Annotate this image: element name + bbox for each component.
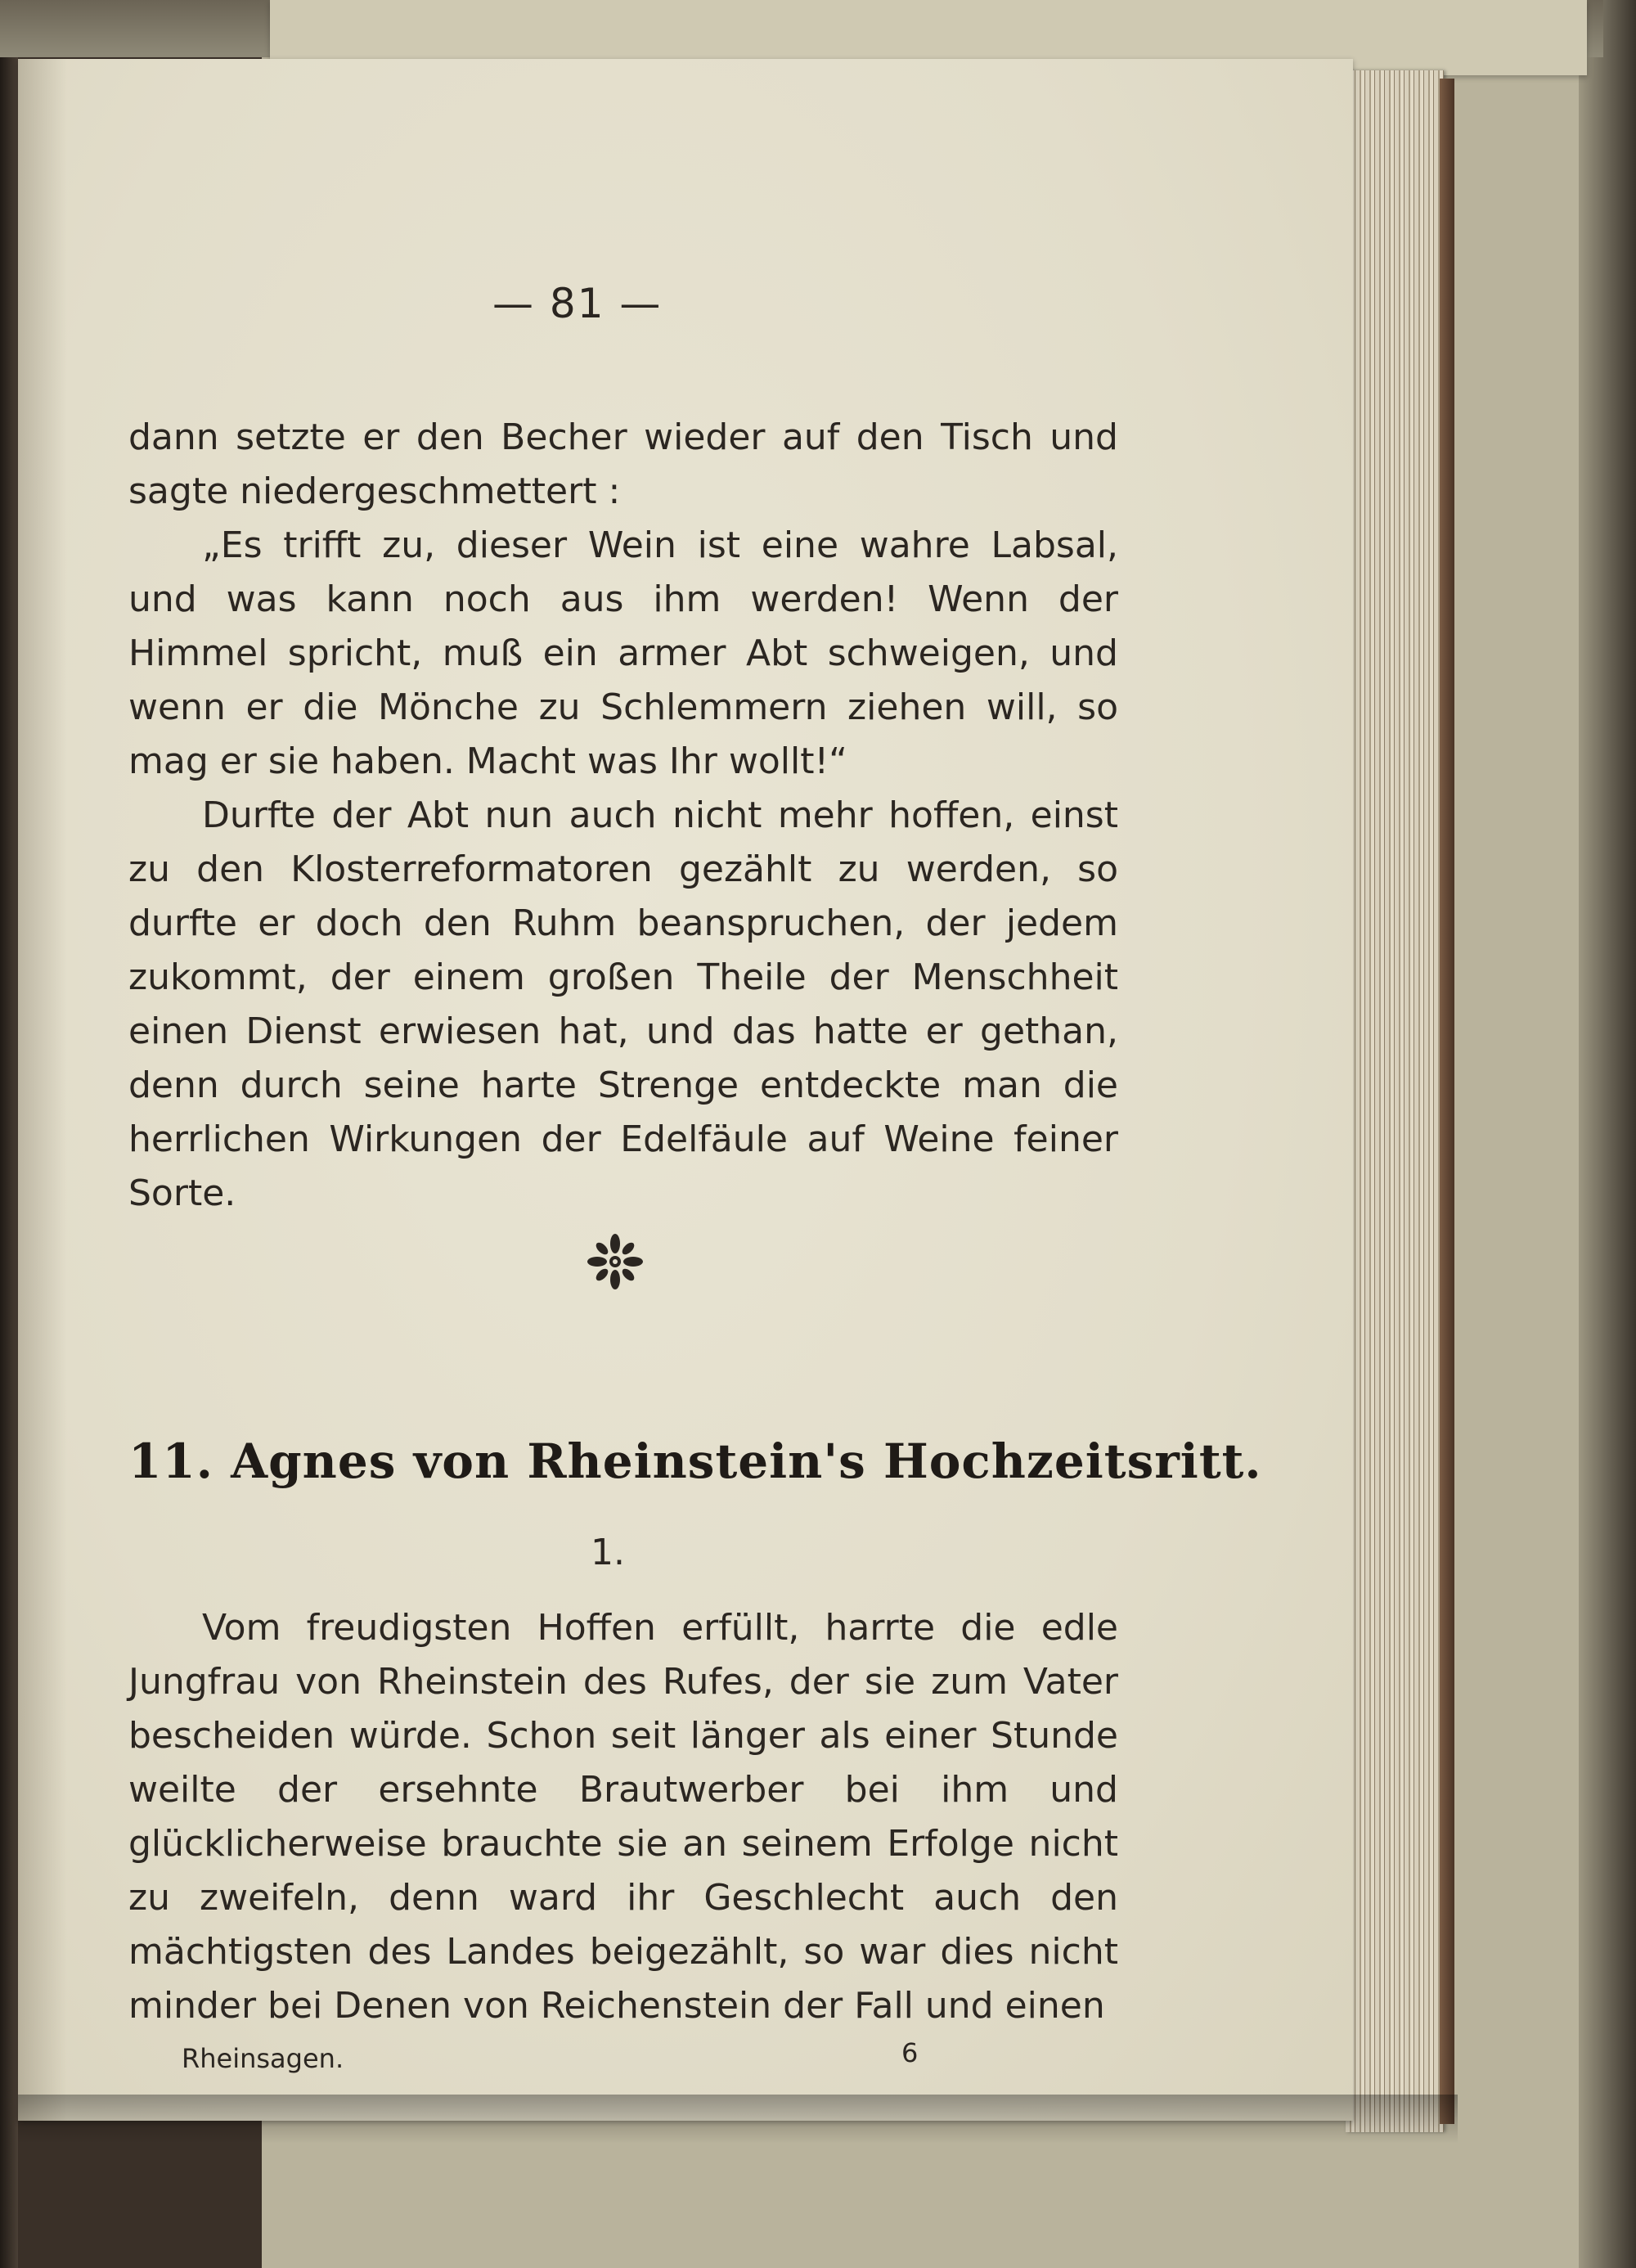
page-gutter-shadow — [18, 59, 67, 2121]
text-block-top — [128, 411, 1118, 1221]
paragraph-chapter-1: Vom freudigsten Hoffen erfüllt, harrte die edle Jungfrau von Rheinstein des Rufes, der sie zum Vater bescheiden würde. Schon seit länger als einer Stunde weilte der ersehnte Brautwerber bei ihm und glücklicherweise brauchte sie an seinem Erfolge nicht zu zweifeln, denn ward ihr Geschlecht auch den mächtigsten des Landes beigezählt, so war dies nicht minder bei Denen von Reichenstein der Fall und einen — [128, 1607, 1118, 2027]
footer-signature-number: 6 — [901, 2037, 919, 2068]
page-folio: — 81 — — [492, 280, 663, 327]
book-page — [18, 59, 1353, 2121]
paragraph-2: „Es trifft zu, dieser Wein ist eine wahre Labsal, und was kann noch aus ihm werden! Wenn der Himmel spricht, muß ein armer Abt schweigen, und wenn er die Mönche zu Schlemmern ziehen will, so mag er sie haben. Macht was Ihr wollt!“ — [128, 524, 1118, 782]
footer-signature-title: Rheinsagen. — [182, 2043, 344, 2074]
page-bottom-shadow — [18, 2095, 1458, 2144]
book-cover-edge — [0, 0, 18, 2268]
page-stack-fore-edge — [1440, 79, 1454, 2124]
section-number: 1. — [591, 1532, 625, 1573]
floral-ornament-icon — [582, 1229, 648, 1294]
book-board-shadow — [1579, 0, 1636, 2268]
page-stack-edges — [1346, 70, 1444, 2132]
chapter-title: 11. Agnes von Rheinstein's Hochzeitsritt. — [128, 1433, 1262, 1489]
paragraph-3: Durfte der Abt nun auch nicht mehr hoffen, einst zu den Klosterreformatoren gezählt zu werden, so durfte er doch den Ruhm beanspruchen, der jedem zukommt, der einem großen Theile der Menschheit einen Dienst erwiesen hat, und das hatte er gethan, denn durch seine harte Strenge entdeckte man die herrlichen Wirkungen der Edelfäule auf Weine feiner Sorte. — [128, 794, 1118, 1214]
text-block-chapter — [128, 1601, 1118, 2033]
paragraph-1: dann setzte er den Becher wieder auf den Tisch und sagte niedergeschmettert : — [128, 416, 1118, 512]
